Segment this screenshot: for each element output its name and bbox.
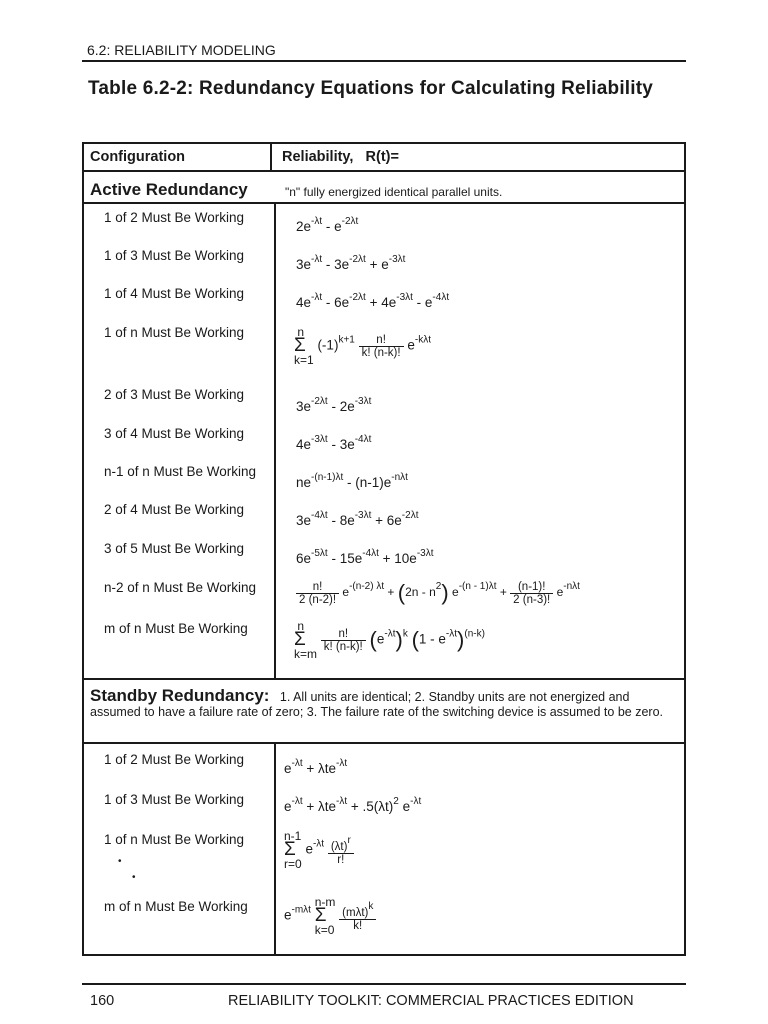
table-title: Table 6.2-2: Redundancy Equations for Calculating Reliability (88, 78, 654, 99)
standby-redundancy-heading: Standby Redundancy: (90, 686, 270, 705)
config-label: 2 of 3 Must Be Working (104, 387, 245, 402)
equation: $ne^{-(n-1)\lambda t} - (n-1)e^{-n\lambda t}$ (296, 472, 408, 490)
equation: $\frac{n!}{2 (n-2)!}$ $e^{-(n-2) \lambda t} + (2n - n^2) e^{-(n - 1)\lambda t}$ + $\frac{(n-1)!}{2 (n-3)!}$ $e^{-n\lambda t}$ (296, 580, 580, 606)
equation: $3e^{-4\lambda t} - 8e^{-3\lambda t} + 6e^{-2\lambda t}$ (296, 510, 419, 528)
config-label: 1 of 2 Must Be Working (104, 752, 245, 767)
section-header: 6.2: RELIABILITY MODELING (87, 42, 276, 58)
equation: n Σ k=1 $(-1)^{k+1}$ $\frac{n!}{k! (n-k)!}$ $e^{-k\lambda t}$ (294, 325, 431, 367)
equation: $e^{-\lambda t} + \lambda te^{-\lambda t} + .5(\lambda t)^2$ $e^{-\lambda t}$ (284, 796, 422, 814)
config-label: 1 of 3 Must Be Working (104, 792, 245, 807)
active-redundancy-heading: Active Redundancy (90, 180, 248, 199)
column-divider (274, 202, 276, 678)
config-label: 1 of n Must Be Working (104, 325, 245, 340)
table-divider (84, 202, 684, 204)
equation: n-1 Σ r=0 $e^{-\lambda t}$ $\frac{(\lambda t)^r}{r!}$ (284, 830, 354, 870)
column-divider (270, 144, 272, 170)
config-label: 2 of 4 Must Be Working (104, 502, 245, 517)
column-header-configuration: Configuration (90, 149, 186, 165)
standby-redundancy-block (90, 688, 682, 720)
equation: $4e^{-\lambda t} - 6e^{-2\lambda t} + 4e^{-3\lambda t} - e^{-4\lambda t}$ (296, 292, 450, 310)
config-label: 3 of 4 Must Be Working (104, 426, 245, 441)
equation: $2e^{-\lambda t} - e^{-2\lambda t}$ (296, 216, 359, 234)
config-label: 1 of n Must Be Working (104, 832, 245, 847)
standby-redundancy-note: 1. All units are identical; 2. Standby units are not energized and assumed to have a failure rate of zero; 3. The failure rate of the switching device is assumed to be zero. (90, 690, 663, 719)
config-label: m of n Must Be Working (104, 899, 248, 914)
header-rule (82, 60, 686, 62)
equation: $e^{-\lambda t} + \lambda te^{-\lambda t}$ (284, 758, 348, 776)
config-label: 1 of 2 Must Be Working (104, 210, 245, 225)
equation: $3e^{-2\lambda t} - 2e^{-3\lambda t}$ (296, 396, 372, 414)
config-label: 1 of 4 Must Be Working (104, 286, 245, 301)
config-label: n-1 of n Must Be Working (104, 464, 257, 479)
equation: $6e^{-5\lambda t} - 15e^{-4\lambda t} + 10e^{-3\lambda t}$ (296, 548, 434, 566)
page-number: 160 (90, 993, 115, 1009)
ellipsis-dot: • (118, 856, 122, 867)
column-divider (274, 742, 276, 956)
equation: $3e^{-\lambda t} - 3e^{-2\lambda t} + e^{-3\lambda t}$ (296, 254, 406, 272)
footer-title: RELIABILITY TOOLKIT: COMMERCIAL PRACTICES EDITION (228, 993, 634, 1009)
equation: n Σ k=m $\frac{n!}{k! (n-k)!}$ $(e^{-\lambda t})^k$ $(1 - e^{-\lambda t})^{(n-k)}$ (294, 619, 485, 661)
equation: $4e^{-3\lambda t} - 3e^{-4\lambda t}$ (296, 434, 372, 452)
table-divider (84, 742, 684, 744)
config-label: 3 of 5 Must Be Working (104, 541, 245, 556)
config-label: 1 of 3 Must Be Working (104, 248, 245, 263)
column-header-reliability: Reliability, R(t)= (282, 149, 399, 165)
table-divider (84, 678, 684, 680)
ellipsis-dot: • (132, 872, 136, 883)
redundancy-table (82, 142, 686, 956)
equation: $e^{-m\lambda t}$ n-m Σ k=0 $\frac{(m\lambda t)^k}{k!}$ (284, 896, 376, 936)
footer-rule (82, 983, 686, 985)
active-redundancy-note: "n" fully energized identical parallel units. (285, 185, 503, 199)
config-label: m of n Must Be Working (104, 621, 248, 636)
table-divider (84, 170, 684, 172)
config-label: n-2 of n Must Be Working (104, 580, 257, 595)
